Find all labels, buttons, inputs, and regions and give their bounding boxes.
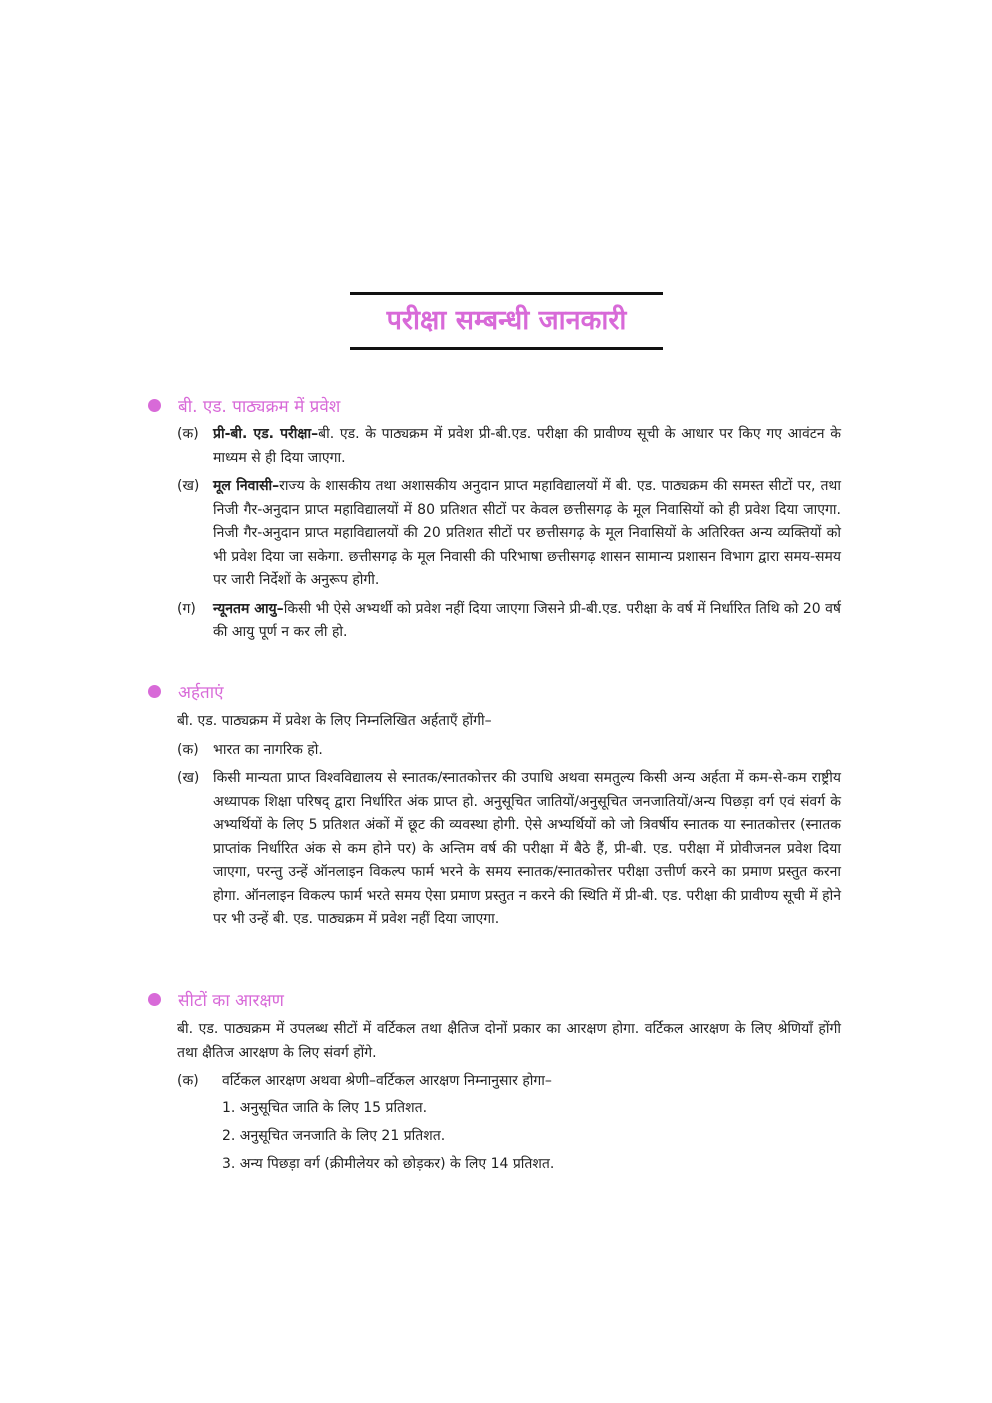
item-label: (क) xyxy=(177,741,199,758)
list-item xyxy=(177,423,841,470)
item-label: (ख) xyxy=(177,770,200,786)
sub-item: 2. अनुसूचित जनजाति के लिए 21 प्रतिशत. xyxy=(222,1127,446,1144)
bullet-icon xyxy=(148,993,161,1006)
list-item xyxy=(177,1070,841,1094)
title-box xyxy=(350,292,663,350)
section-intro: बी. एड. पाठ्यक्रम में प्रवेश के लिए निम्नलिखित अर्हताएँ होंगी– xyxy=(177,713,492,729)
list-item xyxy=(177,598,841,645)
item-label: (क) xyxy=(177,1073,199,1089)
item-text: राज्य के शासकीय तथा अशासकीय अनुदान प्राप्त महाविद्यालयों में बी. एड. पाठ्यक्रम की समस्त सीटों पर, तथा निजी गैर-अनुदान प्राप्त महाविद्यालयों में 80 प्रतिशत सीटों पर केवल छत्तीसगढ़ के मूल निवासियों को ही प्रवेश दिया जाएगा. निजी गैर-अनुदान प्राप्त महाविद्यालयों की 20 प्रतिशत सीटों पर छत्तीसगढ़ के मूल निवासियों के अतिरिक्त अन्य व्यक्तियों को भी प्रवेश दिया जा सकेगा. छत्तीसगढ़ के मूल निवासी की परिभाषा छत्तीसगढ़ शासन सामान्य प्रशासन विभाग द्वारा समय-समय पर जारी निर्देशों के अनुरूप होगी. xyxy=(213,478,841,588)
list-item xyxy=(177,739,841,763)
section-qualifications xyxy=(148,678,848,932)
bullet-icon xyxy=(148,399,161,412)
list-item xyxy=(177,767,841,932)
item-text: वर्टिकल आरक्षण अथवा श्रेणी–वर्टिकल आरक्षण निम्नानुसार होगा– xyxy=(222,1073,552,1089)
bullet-icon xyxy=(148,685,161,698)
item-text: किसी भी ऐसे अभ्यर्थी को प्रवेश नहीं दिया जाएगा जिसने प्री-बी.एड. परीक्षा के वर्ष में निर्धारित तिथि को 20 वर्ष की आयु पूर्ण न कर ली हो. xyxy=(213,600,841,640)
item-text: बी. एड. के पाठ्यक्रम में प्रवेश प्री-बी.एड. परीक्षा की प्रावीण्य सूची के आधार पर किए गए आवंटन के माध्यम से ही दिया जाएगा. xyxy=(213,426,841,466)
item-text: किसी मान्यता प्राप्त विश्वविद्यालय से स्नातक/स्नातकोत्तर की उपाधि अथवा समतुल्य किसी अन्य अर्हता में कम-से-कम राष्ट्रीय अध्यापक शिक्षा परिषद् द्वारा निर्धारित अंक प्राप्त हो. अनुसूचित जातियों/अनुसूचित जनजातियों/अन्य पिछड़ा वर्ग एवं संवर्ग के अभ्यर्थियों के लिए 5 प्रतिशत अंकों में छूट की व्यवस्था होगी. ऐसे अभ्यर्थियों को जो त्रिवर्षीय स्नातक या स्नातकोत्तर (स्नातक प्राप्तांक निर्धारित अंक से कम होने पर) के अन्तिम वर्ष की परीक्षा में बैठे हैं, प्री-बी. एड. परीक्षा में प्रोवीजनल प्रवेश दिया जाएगा, परन्तु उन्हें ऑनलाइन विकल्प फार्म भरने के समय स्नातक/स्नातकोत्तर परीक्षा उत्तीर्ण करने का प्रमाण प्रस्तुत करना होगा. ऑनलाइन विकल्प फार्म भरते समय ऐसा प्रमाण प्रस्तुत न करने की स्थिति में प्री-बी. एड. परीक्षा की प्रावीण्य सूची में होने पर भी उन्हें बी. एड. पाठ्यक्रम में प्रवेश नहीं दिया जाएगा. xyxy=(213,770,841,927)
section-bed-admission xyxy=(148,392,848,645)
item-term: न्यूनतम आयु– xyxy=(213,600,284,617)
item-label: (क) xyxy=(177,426,199,442)
list-item xyxy=(177,475,841,593)
page-title: परीक्षा सम्बन्धी जानकारी xyxy=(386,305,627,336)
section-heading: बी. एड. पाठ्यक्रम में प्रवेश xyxy=(178,396,341,417)
section-intro: बी. एड. पाठ्यक्रम में उपलब्ध सीटों में वर्टिकल तथा क्षैतिज दोनों प्रकार का आरक्षण होगा. वर्टिकल आरक्षण के लिए श्रेणियाँ होंगी तथा क्षैतिज आरक्षण के लिए संवर्ग होंगे. xyxy=(177,1021,841,1061)
item-label: (ख) xyxy=(177,478,200,494)
section-heading: सीटों का आरक्षण xyxy=(178,990,284,1011)
sub-item: 3. अन्य पिछड़ा वर्ग (क्रीमीलेयर को छोड़कर) के लिए 14 प्रतिशत. xyxy=(222,1155,555,1172)
item-text: भारत का नागरिक हो. xyxy=(213,741,323,758)
sub-item: 1. अनुसूचित जाति के लिए 15 प्रतिशत. xyxy=(222,1099,428,1116)
section-seat-reservation xyxy=(148,986,848,1178)
item-label: (ग) xyxy=(177,600,196,617)
section-heading: अर्हताएं xyxy=(178,682,224,703)
item-term: मूल निवासी– xyxy=(213,478,280,494)
item-term: प्री-बी. एड. परीक्षा– xyxy=(213,426,319,442)
